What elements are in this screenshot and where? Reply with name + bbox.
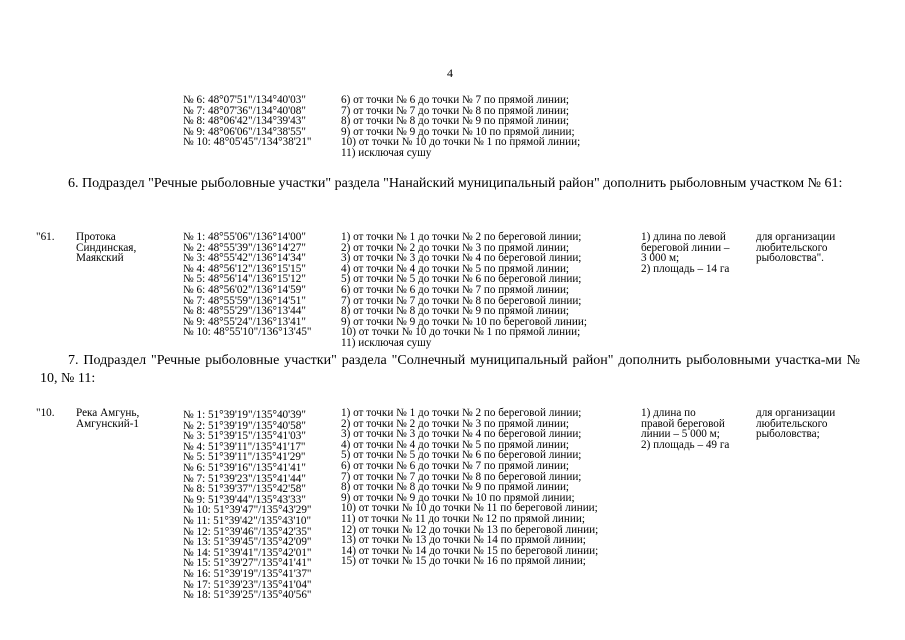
coord-line: № 5: 51°39'11"/135°41'29": [183, 451, 306, 464]
top-coords: [183, 95, 343, 148]
purpose-line: рыболовства".: [756, 252, 824, 265]
coord-line: № 2: 48°55'39"/136°14'27": [183, 241, 306, 254]
site-name: [76, 408, 176, 429]
coord-line: № 1: 48°55'06"/136°14'00": [183, 231, 306, 243]
coord-line: № 8: 48°55'29"/136°13'44": [183, 305, 306, 318]
purpose-line: для организации: [756, 231, 836, 243]
coord-line: № 16: 51°39'19"/135°41'37": [183, 567, 312, 580]
coord-line: № 6: 48°56'02"/136°14'59": [183, 283, 306, 296]
coord-line: № 6: 48°07'51"/134°40'03": [183, 94, 306, 106]
purpose-line: любительского: [756, 241, 828, 254]
size-line: линии – 5 000 м;: [641, 428, 720, 441]
boundary-line: 2) от точки № 2 до точки № 3 по прямой линии;: [341, 417, 570, 430]
purpose-line: любительского: [756, 417, 828, 430]
purpose-line: для организации: [756, 407, 836, 419]
coord-line: № 3: 48°55'42"/136°14'34": [183, 252, 306, 265]
coord-line: № 5: 48°56'14"/136°15'12": [183, 273, 306, 286]
coord-line: № 9: 48°06'06"/134°38'55": [183, 125, 306, 138]
boundary-line: 8) от точки № 8 до точки № 9 по прямой линии;: [341, 305, 570, 318]
size-line: 2) площадь – 49 га: [641, 438, 730, 451]
size-line: 1) длина по: [641, 407, 696, 419]
boundary-line: 10) от точки № 10 до точки № 1 по прямой линии;: [341, 326, 581, 339]
coord-line: № 9: 48°55'24"/136°13'41": [183, 315, 306, 328]
boundary-line: 7) от точки № 7 до точки № 8 по береговой линии;: [341, 470, 582, 483]
boundary-line: 9) от точки № 9 до точки № 10 по прямой линии;: [341, 491, 575, 504]
boundary-line: 4) от точки № 4 до точки № 5 по прямой линии;: [341, 438, 570, 451]
boundary-line: 14) от точки № 14 до точки № 15 по береговой линии;: [341, 544, 599, 557]
boundary-line: 12) от точки № 12 до точки № 13 по береговой линии;: [341, 523, 599, 536]
coord-line: № 15: 51°39'27"/135°41'41": [183, 557, 312, 570]
coord-line: № 2: 51°39'19"/135°40'58": [183, 419, 306, 432]
coord-line: № 12: 51°39'46"/135°42'35": [183, 525, 312, 538]
boundary-line: 9) от точки № 9 до точки № 10 по прямой линии;: [341, 125, 575, 138]
boundary-line: 10) от точки № 10 до точки № 11 по береговой линии;: [341, 502, 598, 515]
site-name-line: Амгунский-1: [76, 417, 140, 430]
coord-line: № 17: 51°39'23"/135°41'04": [183, 578, 312, 591]
boundary-line: 4) от точки № 4 до точки № 5 по прямой линии;: [341, 262, 570, 275]
boundary-line: 9) от точки № 9 до точки № 10 по береговой линии;: [341, 315, 588, 328]
size-line: 2) площадь – 14 га: [641, 262, 730, 275]
boundary-line: 8) от точки № 8 до точки № 9 по прямой линии;: [341, 115, 570, 128]
coord-line: № 10: 51°39'47"/135°43'29": [183, 504, 312, 517]
boundary-line: 7) от точки № 7 до точки № 8 по прямой линии;: [341, 104, 570, 117]
boundary-line: 2) от точки № 2 до точки № 3 по прямой линии;: [341, 241, 570, 254]
boundary-line: 10) от точки № 10 до точки № 1 по прямой линии;: [341, 136, 581, 149]
boundary-line: 13) от точки № 13 до точки № 14 по прямой линии;: [341, 534, 586, 547]
coord-line: № 7: 48°55'59"/136°14'51": [183, 294, 306, 307]
boundary-line: 5) от точки № 5 до точки № 6 по береговой линии;: [341, 273, 582, 286]
boundary-line: 6) от точки № 6 до точки № 7 по прямой линии;: [341, 283, 570, 296]
coord-line: № 10: 48°05'45"/134°38'21": [183, 136, 312, 149]
boundary-line: 3) от точки № 3 до точки № 4 по береговой линии;: [341, 252, 582, 265]
coord-line: № 9: 51°39'44"/135°43'33": [183, 493, 306, 506]
boundary-line: 5) от точки № 5 до точки № 6 по береговой линии;: [341, 449, 582, 462]
boundary-line: 15) от точки № 15 до точки № 16 по прямой линии;: [341, 555, 586, 568]
coord-line: № 3: 51°39'15"/135°41'03": [183, 430, 306, 443]
coord-line: № 4: 51°39'11"/135°41'17": [183, 440, 306, 453]
coord-line: № 8: 48°06'42"/134°39'43": [183, 115, 306, 128]
coords-list: [183, 232, 343, 338]
row-number: "61.: [36, 231, 55, 243]
site-name-line: Синдинская,: [76, 241, 137, 254]
purpose-line: рыболовства;: [756, 428, 820, 441]
boundary-line: 6) от точки № 6 до точки № 7 по прямой линии;: [341, 94, 570, 106]
boundary-line: 6) от точки № 6 до точки № 7 по прямой линии;: [341, 459, 570, 472]
boundary-line: 8) от точки № 8 до точки № 9 по прямой линии;: [341, 481, 570, 494]
coord-line: № 11: 51°39'42"/135°43'10": [183, 514, 312, 527]
boundary-line: 11) исключая сушу: [341, 336, 432, 349]
coord-line: № 8: 51°39'37"/135°42'58": [183, 483, 306, 496]
site-name-line: Река Амгунь,: [76, 407, 140, 419]
coords-list: [183, 410, 343, 601]
site-name-line: Протока: [76, 231, 116, 243]
coord-line: № 4: 48°56'12"/136°15'15": [183, 262, 306, 275]
paragraph-6: 6. Подраздел "Речные рыболовные участки" раздела "Нанайский муниципальный район" дополнить рыболовным участком № 61:: [68, 176, 843, 191]
coord-line: № 7: 51°39'23"/135°41'44": [183, 472, 306, 485]
coord-line: № 1: 51°39'19"/135°40'39": [183, 409, 306, 421]
size-info: [641, 408, 751, 450]
coord-line: № 7: 48°07'36"/134°40'08": [183, 104, 306, 117]
purpose-info: [756, 408, 856, 440]
row-number: "10.: [36, 407, 55, 419]
boundary-line: 7) от точки № 7 до точки № 8 по береговой линии;: [341, 294, 582, 307]
size-line: 1) длина по левой: [641, 231, 726, 243]
top-boundary: [341, 95, 631, 159]
site-name-line: Маякский: [76, 252, 124, 265]
boundary-list: [341, 232, 636, 349]
purpose-info: [756, 232, 856, 264]
boundary-line: 3) от точки № 3 до точки № 4 по береговой линии;: [341, 428, 582, 441]
coord-line: № 6: 51°39'16"/135°41'41": [183, 461, 306, 474]
boundary-list: [341, 408, 629, 567]
page-number: 4: [447, 66, 453, 80]
boundary-line: 11) от точки № 11 до точки № 12 по прямой линии;: [341, 512, 585, 525]
size-line: береговой линии –: [641, 241, 730, 254]
size-line: правой береговой: [641, 417, 725, 430]
size-line: 3 000 м;: [641, 252, 680, 265]
coord-line: № 13: 51°39'45"/135°42'09": [183, 536, 312, 549]
size-info: [641, 232, 751, 274]
boundary-line: 1) от точки № 1 до точки № 2 по береговой линии;: [341, 231, 582, 243]
coord-line: № 14: 51°39'41"/135°42'01": [183, 546, 312, 559]
boundary-line: 1) от точки № 1 до точки № 2 по береговой линии;: [341, 407, 582, 419]
coord-line: № 18: 51°39'25"/135°40'56": [183, 589, 312, 602]
boundary-line: 11) исключая сушу: [341, 146, 432, 159]
coord-line: № 10: 48°55'10"/136°13'45": [183, 326, 312, 339]
site-name: [76, 232, 176, 264]
paragraph-7: 7. Подраздел "Речные рыболовные участки" раздела "Солнечный муниципальный район" дополнить рыболовными участка-ми № 10, № 11:: [40, 353, 860, 386]
